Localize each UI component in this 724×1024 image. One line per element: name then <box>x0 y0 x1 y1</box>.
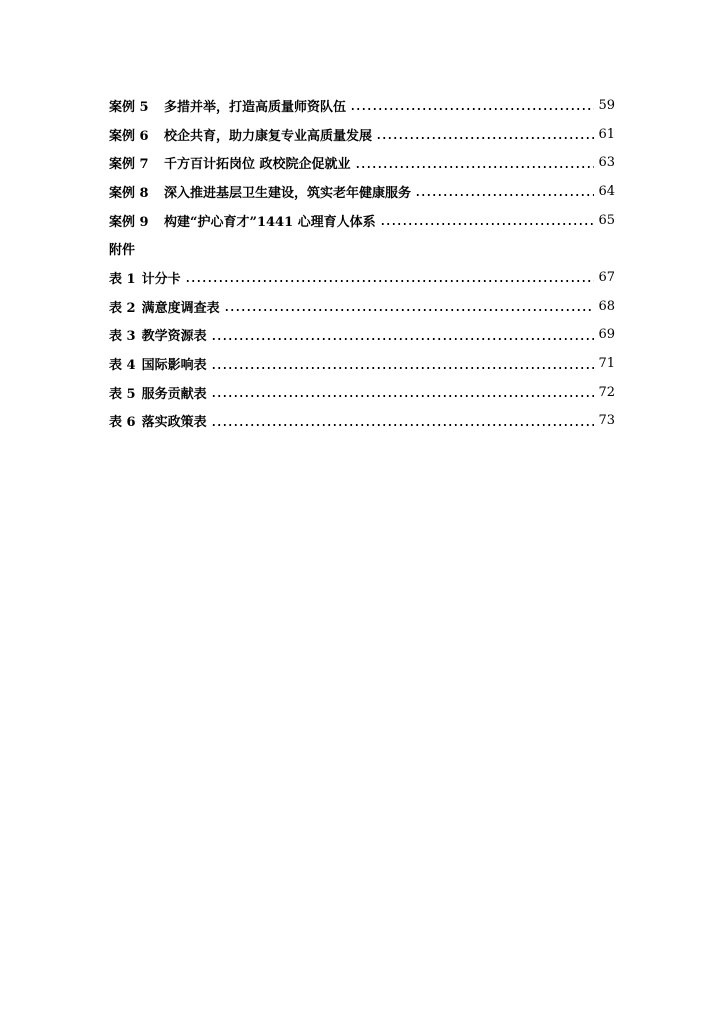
table-number: 表 3 <box>109 329 136 345</box>
dot-leader <box>355 158 595 168</box>
page-number: 59 <box>598 97 615 113</box>
case-number: 案例 5 <box>109 99 149 115</box>
toc-entry[interactable] <box>109 206 615 235</box>
dot-leader <box>380 215 595 225</box>
entry-title: 教学资源表 <box>141 329 207 345</box>
table-number: 表 2 <box>109 300 136 316</box>
toc-entry[interactable] <box>109 148 615 177</box>
page-number: 67 <box>598 269 615 285</box>
page-number: 71 <box>598 356 615 372</box>
page-number: 73 <box>598 413 615 429</box>
page-number: 65 <box>598 212 615 228</box>
toc-entry[interactable] <box>109 407 615 436</box>
page-number: 61 <box>598 126 615 142</box>
page-number: 64 <box>598 183 615 199</box>
dot-leader <box>185 272 595 282</box>
entry-title: 国际影响表 <box>141 358 207 374</box>
dot-leader <box>415 186 594 196</box>
table-number: 表 4 <box>109 358 136 374</box>
page-number: 63 <box>598 155 615 171</box>
dot-leader <box>224 301 595 311</box>
toc-entry[interactable] <box>109 177 615 206</box>
table-number: 表 1 <box>109 271 136 287</box>
entry-title: 校企共育，助力康复专业高质量发展 <box>164 128 373 144</box>
entry-title: 服务贡献表 <box>141 386 207 402</box>
toc-entry[interactable] <box>109 292 615 321</box>
dot-leader <box>350 100 594 110</box>
entry-title: 满意度调查表 <box>141 300 220 316</box>
table-of-contents <box>109 91 615 435</box>
page-number: 69 <box>598 327 615 343</box>
dot-leader <box>211 330 595 340</box>
entry-title: 落实政策表 <box>141 415 207 431</box>
toc-entry[interactable] <box>109 349 615 378</box>
entry-title: 构建“护心育才”1441 心理育人体系 <box>164 214 376 230</box>
dot-leader <box>376 129 594 139</box>
appendix-heading: 附件 <box>109 243 136 259</box>
entry-title: 计分卡 <box>141 271 181 287</box>
toc-entry[interactable] <box>109 120 615 149</box>
table-number: 表 5 <box>109 386 136 402</box>
case-number: 案例 9 <box>109 214 149 230</box>
toc-entry[interactable] <box>109 263 615 292</box>
page-number: 72 <box>598 384 615 400</box>
table-number: 表 6 <box>109 415 136 431</box>
case-number: 案例 6 <box>109 128 149 144</box>
dot-leader <box>211 416 595 426</box>
case-number: 案例 7 <box>109 157 149 173</box>
dot-leader <box>211 359 595 369</box>
page-number: 68 <box>598 298 615 314</box>
case-number: 案例 8 <box>109 185 149 201</box>
entry-title: 多措并举，打造高质量师资队伍 <box>164 99 347 115</box>
toc-entry[interactable] <box>109 91 615 120</box>
entry-title: 深入推进基层卫生建设，筑实老年健康服务 <box>164 185 412 201</box>
toc-entry[interactable] <box>109 321 615 350</box>
dot-leader <box>211 387 595 397</box>
entry-title: 千方百计拓岗位 政校院企促就业 <box>164 157 351 173</box>
toc-entry[interactable] <box>109 378 615 407</box>
